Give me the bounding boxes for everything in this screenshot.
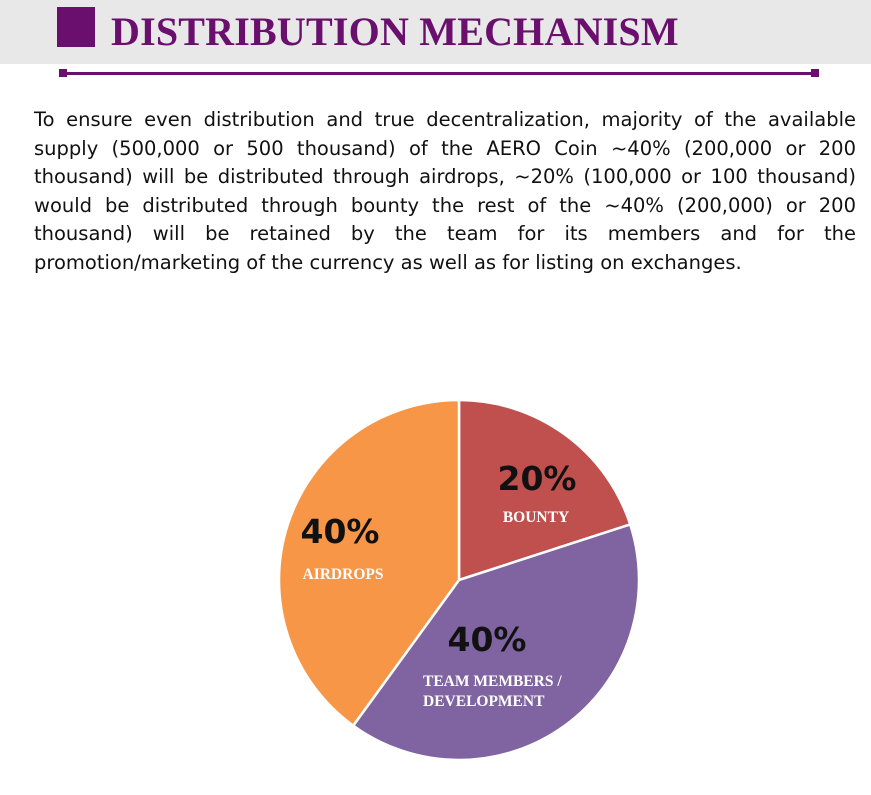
slice-category-label-team-members-development: TEAM MEMBERS / DEVELOPMENT [423, 673, 562, 710]
slice-value-label-airdrops: 40% [300, 512, 380, 551]
page-title: DISTRIBUTION MECHANISM [111, 9, 679, 54]
slice-value-label-bounty: 20% [497, 459, 577, 498]
body-paragraph: To ensure even distribution and true decentralization, majority of the available supply (500,000 or 500 thousand) of the AERO Coin ~40% (200,000 or 200 thousand) will be distributed through airdrops, ~20% (100,000 or 100 thousand) would be distributed through bounty the rest of the ~40% (200,000) or 200 thousand) will be retained by the team for its members and for the promotion/marketing of the currency as well as for listing on exchanges. [34, 108, 856, 274]
slice-category-label-bounty: BOUNTY [502, 509, 570, 526]
slice-value-label-team-members-development: 40% [447, 620, 527, 659]
slice-category-label-airdrops: AIRDROPS [302, 566, 384, 583]
